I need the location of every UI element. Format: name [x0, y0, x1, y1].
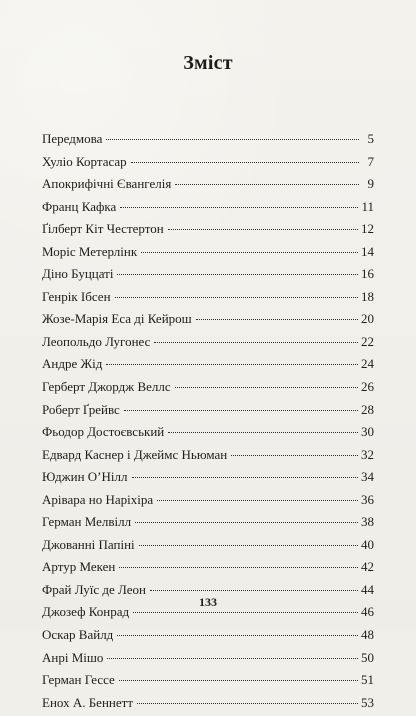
toc-entry-page: 42	[361, 559, 374, 575]
toc-entry	[42, 401, 374, 419]
toc-entry-page: 22	[361, 333, 374, 349]
toc-dot-leader	[120, 207, 358, 208]
toc-dot-leader	[175, 184, 359, 185]
toc-entry-page: 40	[361, 536, 374, 552]
toc-entry-label: Герман Гессе	[42, 672, 115, 688]
toc-entry-label: Фьодор Достоєвський	[42, 424, 165, 440]
toc-entry-label: Оскар Вайлд	[42, 627, 114, 643]
toc-entry-label: Герберт Джордж Веллс	[42, 379, 171, 395]
toc-entry-label: Фрай Луїс де Леон	[42, 581, 146, 597]
table-of-contents	[42, 130, 374, 716]
toc-entry	[42, 198, 374, 216]
toc-dot-leader	[133, 612, 358, 613]
toc-entry	[42, 310, 374, 328]
toc-entry-label: Генрік Ібсен	[42, 288, 111, 304]
toc-entry-page: 38	[361, 514, 374, 530]
toc-dot-leader	[115, 297, 358, 298]
toc-entry-label: Едвард Каснер і Джеймс Ньюман	[42, 446, 228, 462]
toc-entry	[42, 175, 374, 193]
toc-entry-page: 36	[361, 491, 374, 507]
toc-dot-leader	[106, 364, 358, 365]
toc-dot-leader	[196, 319, 358, 320]
toc-entry-label: Діно Буццаті	[42, 266, 114, 282]
toc-entry-label: Франц Кафка	[42, 198, 117, 214]
toc-entry	[42, 671, 374, 689]
toc-dot-leader	[137, 703, 358, 704]
toc-entry-page: 48	[361, 627, 374, 643]
toc-entry-label: Артур Мекен	[42, 559, 116, 575]
toc-entry	[42, 220, 374, 238]
toc-entry-label: Роберт Ґрейвс	[42, 401, 120, 417]
toc-entry	[42, 288, 374, 306]
toc-entry-page: 16	[361, 266, 374, 282]
toc-entry-page: 34	[361, 469, 374, 485]
toc-entry-label: Моріс Метерлінк	[42, 243, 138, 259]
toc-entry-label: Джозеф Конрад	[42, 604, 130, 620]
toc-dot-leader	[231, 455, 358, 456]
toc-entry-page: 26	[361, 379, 374, 395]
toc-entry-page: 11	[361, 198, 374, 214]
toc-entry	[42, 626, 374, 644]
toc-entry	[42, 423, 374, 441]
toc-dot-leader	[154, 342, 358, 343]
toc-entry-label: Герман Мелвілл	[42, 514, 132, 530]
toc-entry-page: 18	[361, 288, 374, 304]
toc-dot-leader	[119, 680, 358, 681]
toc-entry-label: Анрі Мішо	[42, 649, 104, 665]
toc-entry	[42, 468, 374, 486]
toc-entry	[42, 446, 374, 464]
toc-entry	[42, 265, 374, 283]
toc-dot-leader	[117, 635, 358, 636]
toc-dot-leader	[107, 658, 358, 659]
toc-dot-leader	[106, 139, 359, 140]
toc-entry-page: 28	[361, 401, 374, 417]
toc-entry-page: 50	[361, 649, 374, 665]
toc-entry-label: Леопольдо Лугонес	[42, 333, 151, 349]
toc-entry-label: Андре Жід	[42, 356, 103, 372]
toc-entry	[42, 513, 374, 531]
toc-entry-label: Ґілберт Кіт Честертон	[42, 221, 164, 237]
toc-dot-leader	[150, 590, 358, 591]
toc-entry-page: 51	[361, 672, 374, 688]
toc-dot-leader	[135, 522, 358, 523]
toc-entry-label: Жозе-Марія Еса ді Кейрош	[42, 311, 192, 327]
toc-entry-label: Енох А. Беннетт	[42, 694, 133, 710]
toc-entry-page: 53	[361, 694, 374, 710]
toc-entry-page: 20	[361, 311, 374, 327]
toc-dot-leader	[141, 252, 358, 253]
toc-dot-leader	[139, 545, 358, 546]
toc-entry-page: 14	[361, 243, 374, 259]
toc-dot-leader	[168, 432, 358, 433]
toc-entry	[42, 694, 374, 712]
toc-entry	[42, 333, 374, 351]
toc-entry	[42, 243, 374, 261]
toc-entry-label: Арівара но Наріхіра	[42, 491, 154, 507]
toc-dot-leader	[157, 500, 358, 501]
toc-entry-page: 46	[361, 604, 374, 620]
toc-entry	[42, 130, 374, 148]
toc-entry-page: 24	[361, 356, 374, 372]
toc-entry	[42, 649, 374, 667]
toc-entry	[42, 355, 374, 373]
toc-dot-leader	[119, 567, 358, 568]
toc-entry	[42, 558, 374, 576]
toc-dot-leader	[131, 162, 359, 163]
toc-entry-page: 5	[367, 131, 374, 146]
toc-dot-leader	[132, 477, 359, 478]
toc-entry-label: Хуліо Кортасар	[42, 153, 127, 169]
toc-entry-page: 30	[361, 424, 374, 440]
toc-entry-page: 32	[361, 446, 374, 462]
toc-entry-label: Юджин О’Нілл	[42, 469, 128, 485]
toc-entry-page: 7	[367, 153, 374, 169]
toc-entry-page: 9	[367, 176, 374, 192]
toc-entry	[42, 536, 374, 554]
toc-dot-leader	[168, 229, 358, 230]
toc-entry	[42, 153, 374, 171]
toc-dot-leader	[175, 387, 358, 388]
toc-entry	[42, 378, 374, 396]
toc-entry-label: Джованні Папіні	[42, 536, 135, 552]
toc-entry-label: Передмова	[42, 131, 103, 146]
toc-dot-leader	[117, 274, 358, 275]
toc-dot-leader	[124, 410, 358, 411]
toc-entry-page: 12	[361, 221, 374, 237]
toc-entry	[42, 491, 374, 509]
toc-entry-page: 44	[361, 581, 374, 597]
page-number: 133	[199, 595, 217, 609]
page-title: Зміст	[183, 52, 233, 74]
toc-entry-label: Апокрифічні Євангелія	[42, 176, 172, 192]
